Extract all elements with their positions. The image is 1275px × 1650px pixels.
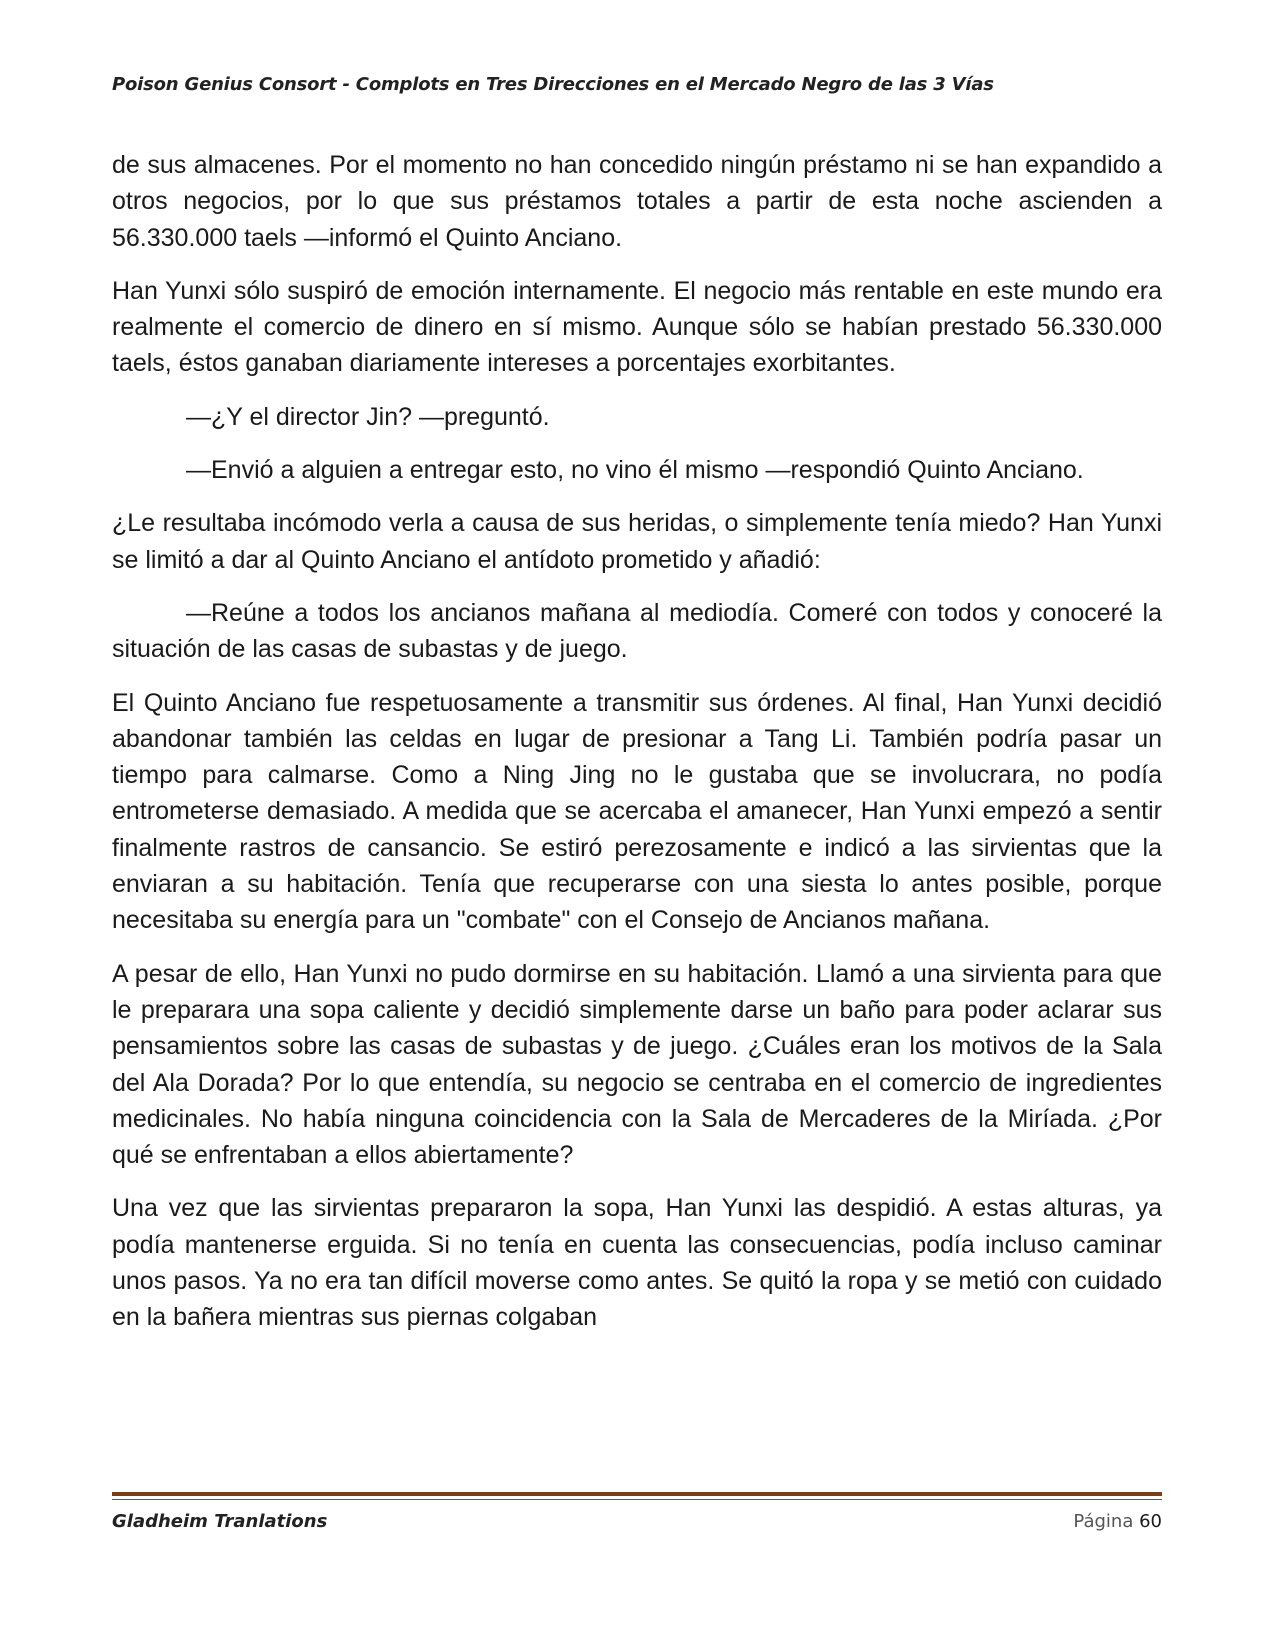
page-number <box>1073 1511 1162 1532</box>
paragraph: de sus almacenes. Por el momento no han concedido ningún préstamo ni se han expandido a otros negocios, por lo que sus préstamos totales a partir de esta noche ascienden a 56.330.000 taels —informó el Quinto Anciano. <box>112 151 1162 252</box>
footer-credit: Gladheim Tranlations <box>112 1511 328 1532</box>
footer-divider <box>112 1492 1162 1496</box>
paragraph: El Quinto Anciano fue respetuosamente a transmitir sus órdenes. Al final, Han Yunxi decidió abandonar también las celdas en lugar de presionar a Tang Li. También podría pasar un tiempo para calmarse. Como a Ning Jing no le gustaba que se involucrara, no podía entrometerse demasiado. A medida que se acercaba el amanecer, Han Yunxi empezó a sentir finalmente rastros de cansancio. Se estiró perezosamente e indicó a las sirvientas que la enviaran a su habitación. Tenía que recuperarse con una siesta lo antes posible, porque necesitaba su energía para un "combate" con el Consejo de Ancianos mañana. <box>112 688 1162 935</box>
page-label: Página <box>1073 1511 1134 1532</box>
dialogue-paragraph: —Reúne a todos los ancianos mañana al mediodía. Comeré con todos y conoceré la situación de las casas de subastas y de juego. <box>112 598 1162 664</box>
page-header-title: Poison Genius Consort - Complots en Tres Direcciones en el Mercado Negro de las 3 Vías <box>112 74 994 95</box>
dialogue-paragraph: —¿Y el director Jin? —preguntó. <box>186 402 550 431</box>
dialogue-paragraph: —Envió a alguien a entregar esto, no vino él mismo —respondió Quinto Anciano. <box>186 456 1084 485</box>
body-text <box>112 147 1162 1336</box>
paragraph: A pesar de ello, Han Yunxi no pudo dormirse en su habitación. Llamó a una sirvienta para que le preparara una sopa caliente y decidió simplemente darse un baño para poder aclarar sus pensamientos sobre las casas de subastas y de juego. ¿Cuáles eran los motivos de la Sala del Ala Dorada? Por lo que entendía, su negocio se centraba en el comercio de ingredientes medicinales. No había ninguna coincidencia con la Sala de Mercaderes de la Miríada. ¿Por qué se enfrentaban a ellos abiertamente? <box>112 959 1162 1170</box>
paragraph: Una vez que las sirvientas prepararon la sopa, Han Yunxi las despidió. A estas alturas, ya podía mantenerse erguida. Si no tenía en cuenta las consecuencias, podía incluso caminar unos pasos. Ya no era tan difícil moverse como antes. Se quitó la ropa y se metió con cuidado en la bañera mientras sus piernas colgaban <box>112 1194 1162 1332</box>
page-number-value: 60 <box>1139 1511 1162 1532</box>
paragraph: Han Yunxi sólo suspiró de emoción internamente. El negocio más rentable en este mundo era realmente el comercio de dinero en sí mismo. Aunque sólo se habían prestado 56.330.000 taels, éstos ganaban diariamente intereses a porcentajes exorbitantes. <box>112 276 1162 378</box>
footer-divider-thin <box>112 1499 1162 1500</box>
paragraph: ¿Le resultaba incómodo verla a causa de sus heridas, o simplemente tenía miedo? Han Yunxi se limitó a dar al Quinto Anciano el antídoto prometido y añadió: <box>112 509 1162 574</box>
